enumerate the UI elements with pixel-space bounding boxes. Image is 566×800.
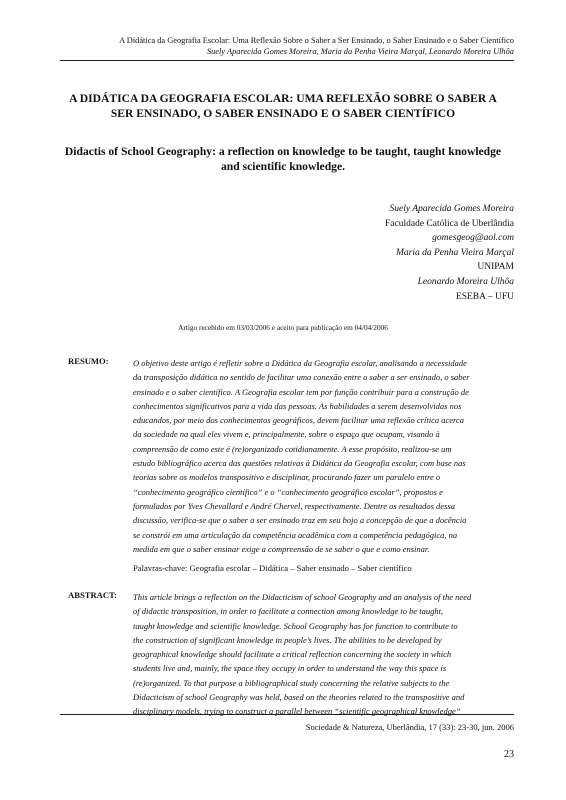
resumo-line: “conhecimento geográfico científico” e o “conhecimento geográfico escolar”, propostos e [133,486,443,497]
abstract-label: ABSTRACT: [68,590,118,600]
abstract-line: disciplinary models, trying to construct a parallel between “scientific geographical knowledge” [133,706,461,717]
keywords: Palavras-chave: Geografia escolar – Didática – Saber ensinado – Saber científico [133,563,412,573]
author-email[interactable]: gomesgeog@aol.com [432,233,514,244]
resumo-line: ensinado e o saber científico. A Geografia escolar tem por função contribuir para a construção de [133,386,469,397]
resumo-line: da transposição didática no sentido de facilitar uma conexão entre o saber a ser ensinado, o saber [133,372,470,383]
resumo-line: conhecimentos significativos para a vida das pessoas. As habilidades a serem desenvolvidas nos [133,400,462,411]
resumo-line: da sociedade na qual eles vivem e, principalmente, sobre o espaço que ocupam, visando à [133,429,440,440]
author-name: Suely Aparecida Gomes Moreira [389,204,514,214]
resumo-line: teorias sobre os modelos transpositivo e disciplinar, procurando fazer um paralelo entre o [133,472,441,483]
resumo-line: estudo bibliográfico acerca das questões relativas à Didática da Geografia escolar, com base nas [133,458,466,469]
resumo-line: discussão, verifica-se que o saber a ser ensinado traz em seu bojo a concepção de que a docência [133,515,467,526]
abstract-line: Didacticism of school Geography was held, based on the theories related to the transpositive and [133,692,465,703]
abstract-line: This article brings a reflection on the Didacticism of school Geography and an analysis of the need [133,592,472,602]
received-date-note: Artigo recebido em 03/03/2006 e aceito para publicação em 04/04/2006 [178,323,388,332]
abstract-line: the construction of significant knowledge in people’s lives. The abilities to be developed by [133,634,442,645]
resumo-line: compreensão de como este é (re)organizado cotidianamente. A esse propósito, realizou-se um [133,443,452,454]
header-rule [60,60,514,61]
page-number: 23 [504,749,514,760]
journal-citation: Sociedade & Natureza, Uberlândia, 17 (33): 23-30, jun. 2006 [305,722,514,732]
resumo-line: se constrói em uma articulação da competência acadêmica com a competência pedagógica, na [133,529,458,540]
running-header-title: A Didática da Geografia Escolar: Uma Reflexão Sobre o Saber a Ser Ensinado, o Saber Ensinado e o Saber Científico [119,36,514,45]
author-block [385,202,514,304]
author-affiliation: ESEBA – UFU [455,291,514,302]
running-header-authors: Suely Aparecida Gomes Moreira, Maria da Penha Vieira Marçal, Leonardo Moreira Ulhôa [206,47,514,56]
abstract-line: (re)organized. To that purpose a bibliographical study concerning the relative subjects to the [133,677,450,688]
resumo-text [133,356,513,556]
resumo-line: medida em que o saber ensinar exige a compreensão de se saber o que e como ensinar. [133,543,430,554]
footer-rule [60,714,514,715]
article-title: A DIDÁTICA DA GEOGRAFIA ESCOLAR: UMA REFLEXÃO SOBRE O SABER A SER ENSINADO, O SABER ENSINADO E O SABER CIENTÍFICO [69,92,497,120]
abstract-line: geographical knowledge should facilitate a critical reflection concerning the society in which [133,649,452,660]
author-affiliation: Faculdade Católica de Uberlândia [385,218,514,229]
author-name: Leonardo Moreira Ulhôa [417,276,514,287]
resumo-line: formulados por Yves Chevallard e André Chervel, respectivamente. Dentre os resultados dessa [133,500,455,511]
resumo-label: RESUMO: [68,356,109,366]
abstract-line: taught knowledge and scientific knowledge. School Geography has for function to contribute to [133,620,458,631]
abstract-text [133,590,513,719]
resumo-line: O objetivo deste artigo é refletir sobre a Didática da Geografia escolar, analisando a necessidade [133,358,467,368]
author-affiliation: UNIPAM [477,262,514,273]
author-name: Maria da Penha Vieira Marçal [395,247,514,258]
abstract-line: students live and, mainly, the space they occupy in order to understand the way this space is [133,663,447,674]
abstract-line: of didactic transposition, in order to facilitate a connection among knowledge to be taught, [133,606,444,617]
article-english-title: Didactis of School Geography: a reflection on knowledge to be taught, taught knowledge and scientific knowledge. [64,145,502,173]
resumo-line: educandos, por meio dos conhecimentos geográficos, devem facilitar uma reflexão crítica acerca [133,415,465,426]
